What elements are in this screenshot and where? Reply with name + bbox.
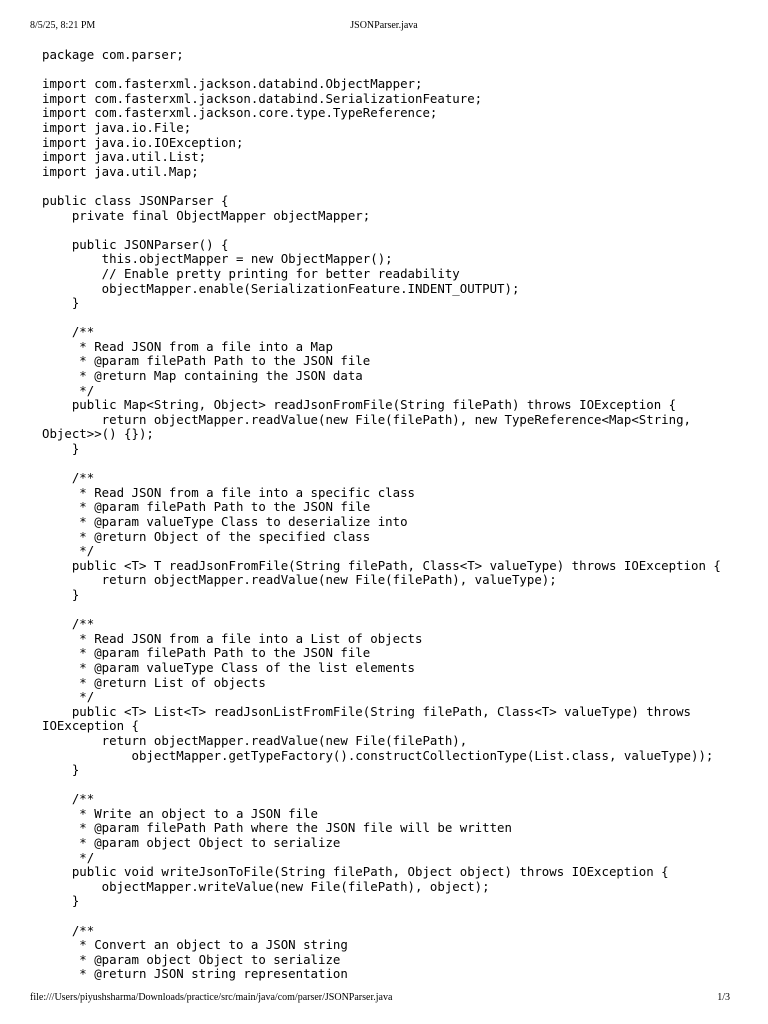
code-line (42, 63, 742, 78)
code-line: return objectMapper.readValue(new File(filePath), (42, 732, 468, 748)
code-line: * @param object Object to serialize (42, 951, 341, 967)
code-line: /** (42, 470, 95, 486)
code-line: } (42, 295, 80, 311)
code-line: return objectMapper.readValue(new File(filePath), valueType); (42, 572, 557, 588)
code-line (42, 179, 742, 194)
code-line: /** (42, 791, 95, 807)
code-line: this.objectMapper = new ObjectMapper(); (42, 251, 393, 267)
code-line: * @param filePath Path to the JSON file (42, 645, 371, 661)
code-line: * @param valueType Class to deserialize into (42, 514, 408, 529)
page-number: 1/3 (717, 992, 730, 1003)
code-line: import com.fasterxml.jackson.databind.SerializationFeature; (42, 90, 483, 106)
code-line (42, 778, 742, 793)
code-line: * @param filePath Path to the JSON file (42, 499, 371, 515)
code-line: return objectMapper.readValue(new File(filePath), new TypeReference<Map<String, (42, 411, 692, 427)
code-line: objectMapper.getTypeFactory().constructCollectionType(List.class, valueType)); (42, 747, 714, 763)
code-line: * @param filePath Path where the JSON file will be written (42, 820, 512, 836)
code-line: */ (42, 382, 95, 398)
code-line: * @return JSON string representation (42, 966, 348, 982)
code-line: private final ObjectMapper objectMapper; (42, 207, 371, 223)
code-line: * @return List of objects (42, 674, 266, 690)
print-datetime: 8/5/25, 8:21 PM (30, 20, 96, 31)
code-line: * Read JSON from a file into a specific class (42, 484, 415, 500)
code-line: } (42, 762, 80, 778)
code-line: public <T> T readJsonFromFile(String filePath, Class<T> valueType) throws IOException { (42, 557, 721, 573)
code-line: * Write an object to a JSON file (42, 805, 319, 821)
code-line: * Read JSON from a file into a List of objects (42, 630, 423, 646)
code-line: import java.util.Map; (42, 163, 199, 179)
code-line: public Map<String, Object> readJsonFromFile(String filePath) throws IOException { (42, 397, 677, 413)
code-line: import com.fasterxml.jackson.core.type.TypeReference; (42, 105, 438, 121)
code-line: import java.util.List; (42, 149, 207, 165)
code-line: IOException { (42, 718, 139, 734)
code-line (42, 311, 742, 326)
code-line: * @param valueType Class of the list elements (42, 659, 415, 675)
code-line: objectMapper.writeValue(new File(filePath), object); (42, 878, 490, 894)
code-line: */ (42, 849, 95, 865)
file-path: file:///Users/piyushsharma/Downloads/practice/src/main/java/com/parser/JSONParser.java (30, 992, 393, 1003)
code-line (42, 457, 742, 472)
code-line: public class JSONParser { (42, 192, 229, 208)
code-line: * @return Object of the specified class (42, 528, 371, 544)
code-line: public <T> List<T> readJsonListFromFile(String filePath, Class<T> valueType) throws (42, 703, 692, 719)
print-header (30, 20, 738, 32)
code-line: // Enable pretty printing for better readability (42, 265, 460, 281)
code-line: Object>>() {}); (42, 426, 154, 442)
code-line: /** (42, 324, 95, 340)
code-line: public void writeJsonToFile(String filePath, Object object) throws IOException { (42, 864, 669, 880)
code-line: */ (42, 543, 95, 559)
code-line: * @return Map containing the JSON data (42, 368, 363, 384)
code-line: * Read JSON from a file into a Map (42, 338, 333, 354)
code-line: /** (42, 616, 95, 632)
code-line: } (42, 441, 80, 457)
print-footer (30, 992, 738, 1004)
code-line: import java.io.File; (42, 119, 192, 135)
code-line: import java.io.IOException; (42, 134, 244, 150)
code-line: /** (42, 922, 95, 938)
code-line: } (42, 586, 80, 602)
code-line: public JSONParser() { (42, 236, 229, 252)
code-line: */ (42, 689, 95, 705)
code-line: } (42, 893, 80, 909)
code-block (42, 48, 742, 982)
document-title: JSONParser.java (350, 20, 418, 31)
code-line (42, 223, 742, 238)
code-line (42, 603, 742, 618)
code-line: package com.parser; (42, 47, 184, 62)
code-line: * Convert an object to a JSON string (42, 937, 348, 953)
code-line: objectMapper.enable(SerializationFeature.INDENT_OUTPUT); (42, 280, 520, 296)
code-line: import com.fasterxml.jackson.databind.ObjectMapper; (42, 76, 423, 92)
code-line: * @param filePath Path to the JSON file (42, 353, 371, 369)
code-line: * @param object Object to serialize (42, 835, 341, 851)
code-line (42, 909, 742, 924)
